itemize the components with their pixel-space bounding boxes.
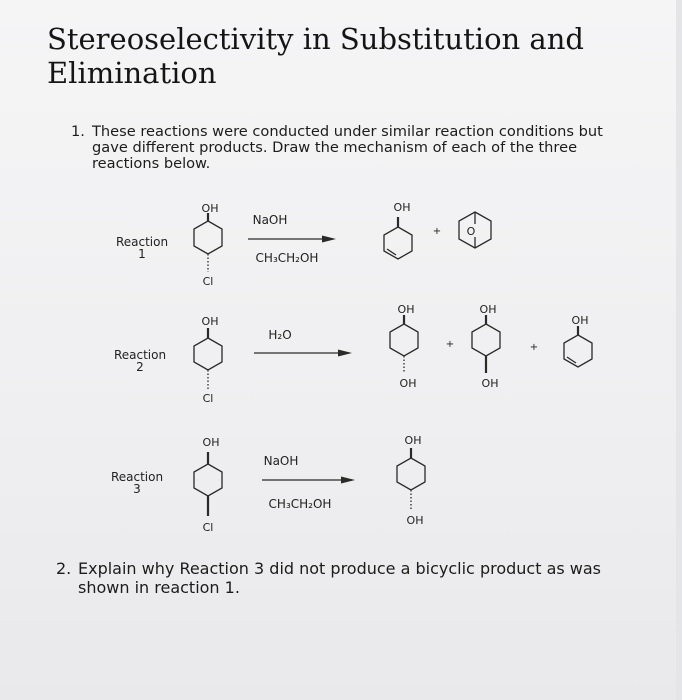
- reaction-1-reactant: [194, 202, 222, 288]
- reaction-2-reactant: [194, 315, 222, 405]
- reaction-1-product-2: [459, 212, 491, 248]
- arrow-head: [338, 350, 352, 357]
- cyclohexane-ring: [472, 324, 500, 356]
- question-2-number: 2.: [56, 559, 72, 578]
- cyclohexene-ring: [384, 227, 412, 259]
- reaction-2-product-1: [390, 303, 418, 390]
- reaction-1-number: 1: [138, 247, 146, 261]
- reagent-bottom: CH₃CH₂OH: [268, 497, 332, 511]
- reaction-2-product-3: [564, 314, 592, 367]
- hydroxyl-label: OH: [393, 201, 411, 214]
- cyclohexane-ring: [390, 324, 418, 356]
- reaction-2: [114, 303, 592, 405]
- oxygen-label: O: [466, 225, 476, 238]
- reaction-3-label: Reaction: [110, 470, 164, 484]
- reaction-3-number: 3: [133, 482, 141, 496]
- cyclohexane-ring: [194, 464, 222, 496]
- cyclohexene-ring: [564, 335, 592, 367]
- title-line-2: Elimination: [47, 56, 217, 90]
- chloro-label: Cl: [202, 392, 214, 405]
- cyclohexane-ring: [397, 458, 425, 490]
- reaction-1-product-1: [384, 201, 412, 259]
- hydroxyl-label: OH: [481, 377, 499, 390]
- reaction-1-label: Reaction: [115, 235, 169, 249]
- hydroxyl-label: OH: [397, 303, 415, 316]
- reaction-3-product-1: [397, 434, 425, 527]
- plus-sign: +: [432, 226, 442, 237]
- reaction-2-product-2: [472, 303, 500, 390]
- hydroxyl-label: OH: [404, 434, 422, 447]
- hydroxyl-label: OH: [399, 377, 417, 390]
- question-1-number: 1.: [71, 123, 85, 140]
- plus-sign: +: [529, 342, 539, 353]
- question-2-line: shown in reaction 1.: [78, 578, 240, 597]
- reagent-top: NaOH: [252, 213, 288, 227]
- hydroxyl-label: OH: [571, 314, 589, 327]
- question-1-line: reactions below.: [92, 155, 211, 172]
- hydroxyl-label: OH: [201, 315, 219, 328]
- cyclohexane-ring: [194, 221, 222, 254]
- question-1-line: gave different products. Draw the mechanism of each of the three: [92, 139, 578, 156]
- chloro-label: Cl: [202, 521, 214, 534]
- arrow-head: [341, 477, 355, 484]
- question-2-line: Explain why Reaction 3 did not produce a bicyclic product as was: [78, 559, 602, 578]
- reaction-1: [116, 201, 491, 288]
- reagent-top: H₂O: [268, 328, 292, 342]
- title-line-1: Stereoselectivity in Substitution and: [47, 22, 584, 56]
- reaction-2-number: 2: [136, 360, 144, 374]
- reagent-bottom: CH₃CH₂OH: [255, 251, 319, 265]
- arrow-head: [322, 236, 336, 243]
- hydroxyl-label: OH: [201, 202, 219, 215]
- question-2-text: [78, 559, 601, 597]
- hydroxyl-label: OH: [202, 436, 220, 449]
- hydroxyl-label: OH: [479, 303, 497, 316]
- reaction-2-label: Reaction: [113, 348, 167, 362]
- plus-sign: +: [445, 339, 455, 350]
- reaction-3: [111, 434, 425, 534]
- reaction-3-reactant: [194, 436, 222, 534]
- chloro-label: Cl: [202, 275, 214, 288]
- cyclohexane-ring: [194, 338, 222, 370]
- hydroxyl-label: OH: [406, 514, 424, 527]
- question-1-line: These reactions were conducted under similar reaction conditions but: [92, 123, 603, 140]
- reagent-top: NaOH: [263, 454, 299, 468]
